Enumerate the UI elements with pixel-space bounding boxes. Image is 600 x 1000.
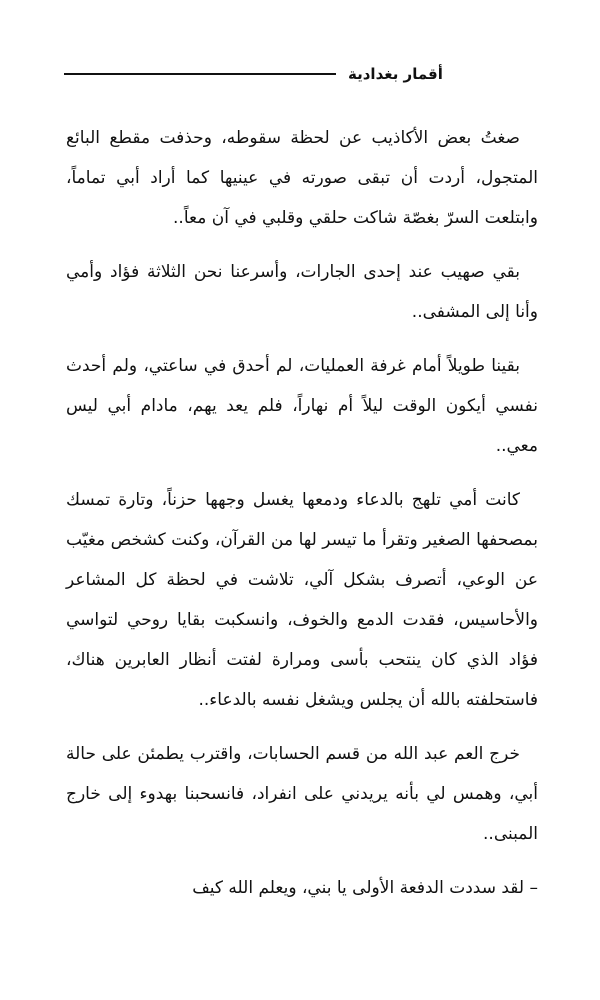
- body-text: [66, 118, 538, 922]
- paragraph: بقينا طويلاً أمام غرفة العمليات، لم أحدق في ساعتي، ولم أحدث نفسي أيكون الوقت ليلاً أم نهاراً، فلم يعد يهم، مادام أبي ليس معي..: [66, 356, 538, 456]
- dialogue-line: – لقد سددت الدفعة الأولى يا بني، ويعلم الله كيف: [192, 878, 538, 898]
- paragraph: بقي صهيب عند إحدى الجارات، وأسرعنا نحن الثلاثة فؤاد وأمي وأنا إلى المشفى..: [66, 262, 538, 322]
- paragraph: صغتُ بعض الأكاذيب عن لحظة سقوطه، وحذفت مقطع البائع المتجول، أردت أن تبقى صورته في عينيها كما أراد أبي تماماً، وابتلعت السرّ بغصّة شاكت حلقي وقلبي في آن معاً..: [66, 128, 538, 228]
- paragraph: كانت أمي تلهج بالدعاء ودمعها يغسل وجهها حزناً، وتارة تمسك بمصحفها الصغير وتقرأ ما تيسر لها من القرآن، وكنت كشخص مغيّب عن الوعي، أتصرف بشكل آلي، تلاشت في لحظة كل المشاعر والأحاسيس، فقدت الدمع والخوف، وانسكبت بقايا روحي لتواسي فؤاد الذي كان ينتحب بأسى ومرارة لفتت أنظار العابرين هناك، فاستحلفته بالله أن يجلس ويشغل نفسه بالدعاء..: [66, 490, 538, 710]
- paragraph: خرج العم عبد الله من قسم الحسابات، واقترب يطمئن على حالة أبي، وهمس لي بأنه يريدني على انفراد، فانسحبنا بهدوء إلى خارج المبنى..: [66, 744, 538, 844]
- header-rule: [64, 73, 336, 75]
- running-header: [64, 58, 443, 90]
- book-title: أقمار بغدادية: [348, 65, 443, 83]
